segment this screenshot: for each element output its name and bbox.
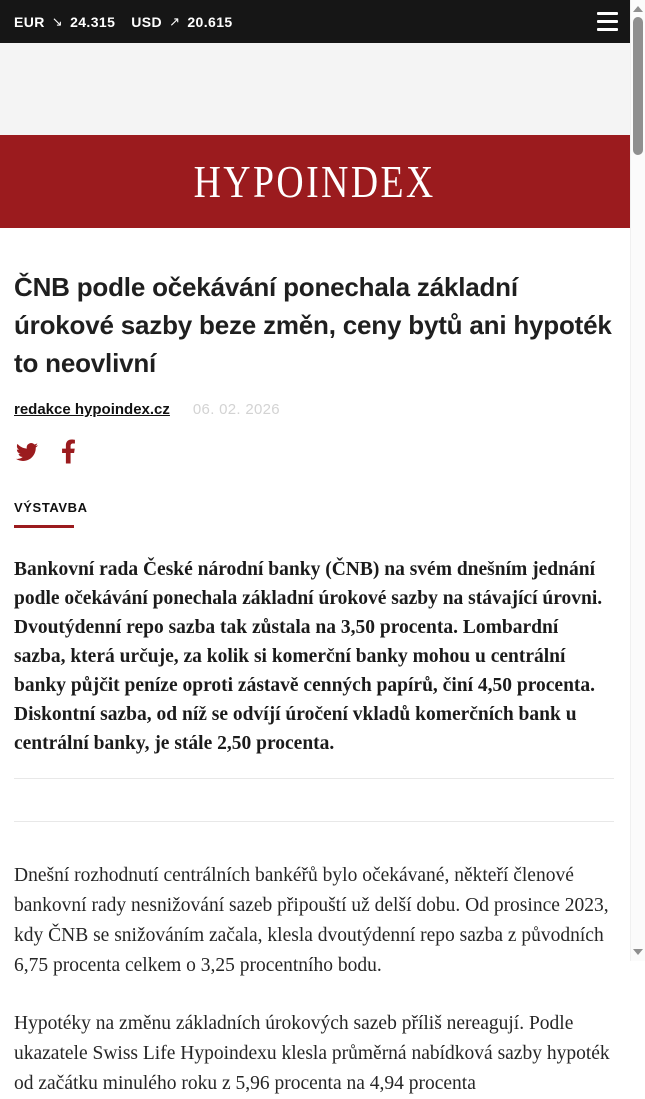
trend-down-icon: ↘ bbox=[51, 13, 64, 29]
divider bbox=[14, 821, 614, 822]
facebook-icon[interactable] bbox=[61, 439, 76, 464]
top-bar bbox=[0, 0, 630, 43]
social-share-row bbox=[14, 439, 614, 464]
site-logo[interactable]: HYPOINDEX bbox=[193, 156, 437, 207]
site-header-banner bbox=[0, 135, 630, 228]
divider bbox=[14, 778, 614, 779]
scrollbar-thumb[interactable] bbox=[633, 17, 643, 155]
currency-ticker-usd bbox=[131, 14, 232, 30]
category-row bbox=[14, 500, 614, 528]
hamburger-icon[interactable] bbox=[597, 12, 618, 31]
scrollbar-up-arrow-icon[interactable] bbox=[633, 6, 643, 12]
scrollbar-down-arrow-icon[interactable] bbox=[633, 949, 643, 955]
category-underline bbox=[14, 525, 74, 528]
scrollbar[interactable] bbox=[630, 0, 645, 961]
article-paragraph: Hypotéky na změnu základních úrokových sazeb příliš nereagují. Podle ukazatele Swiss Life Hypoindexu klesla průměrná nabídková sazby hypoték od začátku minulého roku z 5,96 procenta na 4,94 procenta bbox=[14, 1013, 610, 1094]
article-paragraph: Dnešní rozhodnutí centrálních bankéřů bylo očekávané, někteří členové bankovní rady nesnižování sazeb připouští už delší dobu. Od prosince 2023, kdy ČNB se snižováním začala, klesla dvoutýdenní repo sazba z původních 6,75 procenta celkem o 3,25 procentního bodu. bbox=[14, 865, 609, 976]
divider-zone bbox=[14, 778, 614, 822]
ad-placeholder bbox=[0, 43, 630, 135]
currency-code: EUR bbox=[14, 13, 45, 30]
trend-up-icon: ↗ bbox=[169, 13, 181, 29]
publish-date: 06. 02. 2026 bbox=[192, 401, 280, 418]
article-content bbox=[0, 268, 630, 1099]
currency-value: 24.315 bbox=[70, 13, 116, 30]
currency-code: USD bbox=[131, 13, 163, 30]
article-lead: Bankovní rada České národní banky (ČNB) na svém dnešním jednání podle očekávání ponechala základní úrokové sazby na stávající úrovni. Dvoutýdenní repo sazba tak zůstala na 3,50 procenta. Lombardní sazba, která určuje, za kolik si komerční banky mohou u centrální banky půjčit peníze oproti zástavě cenných papírů, činí 4,50 procenta. Diskontní sazba, od níž se odvíjí úročení vkladů komerčních bank u centrální banky, je stále 2,50 procenta. bbox=[14, 559, 603, 754]
currency-ticker-eur bbox=[14, 14, 115, 30]
author-link[interactable]: redakce hypoindex.cz bbox=[14, 401, 170, 418]
category-label[interactable]: VÝSTAVBA bbox=[14, 500, 88, 515]
currency-value: 20.615 bbox=[187, 13, 233, 30]
byline bbox=[14, 401, 614, 418]
article-title: ČNB podle očekávání ponechala základní úrokové sazby beze změn, ceny bytů ani hypoték to neovlivní bbox=[14, 272, 612, 378]
twitter-icon[interactable] bbox=[14, 441, 40, 463]
